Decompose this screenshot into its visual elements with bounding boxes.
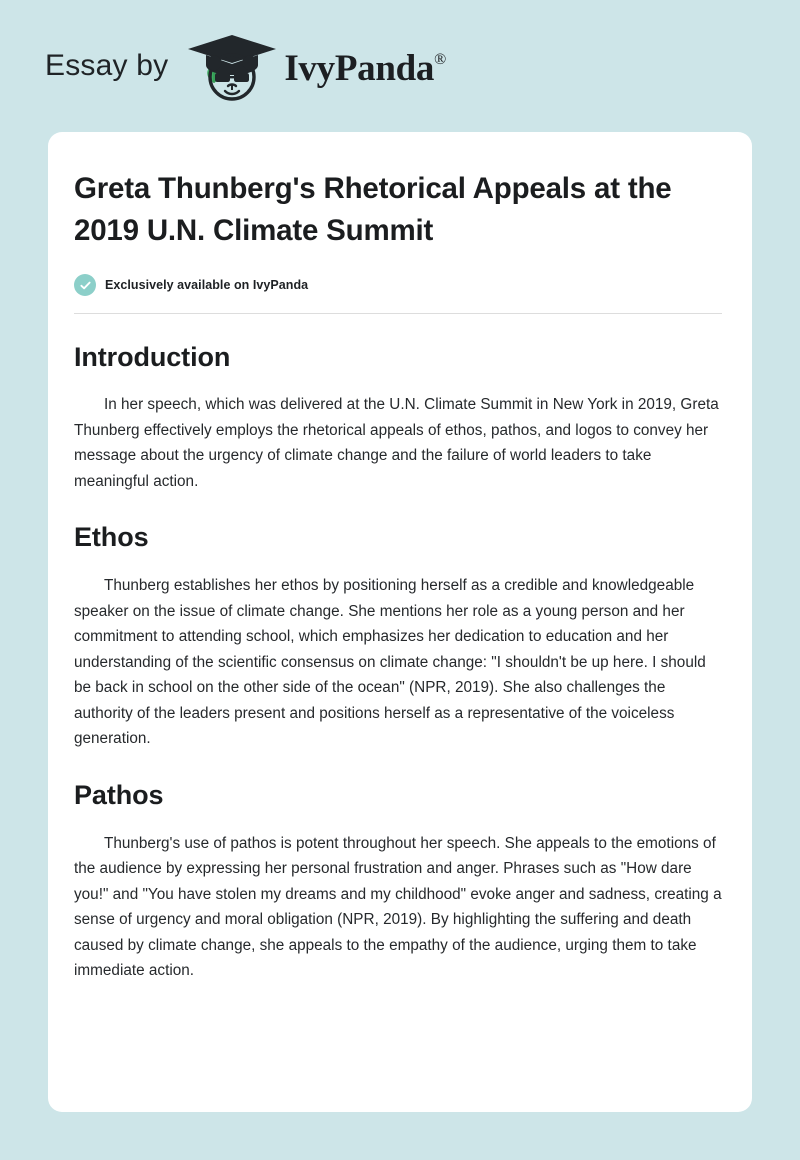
section-paragraph-ethos: Thunberg establishes her ethos by positioning herself as a credible and knowledgeable speaker on the issue of climate change. She mentions her role as a young person and her commitment to attending school, which emphasizes her dedication to education and her understanding of the scientific consensus on climate change: "I shouldn't be up here. I should be back in school on the other side of the ocean" (NPR, 2019). She also challenges the authority of the leaders present and positions herself as a representative of the voiceless generation. bbox=[74, 577, 706, 747]
section-paragraph-pathos: Thunberg's use of pathos is potent throughout her speech. She appeals to the emotions of the audience by expressing her personal frustration and anger. Phrases such as "How dare you!" and "You have stolen my dreams and my childhood" evoke anger and sadness, creating a sense of urgency and moral obligation (NPR, 2019). By highlighting the suffering and death caused by climate change, she appeals to the empathy of the audience, urging them to take immediate action. bbox=[74, 834, 722, 979]
section-heading-pathos: Pathos bbox=[74, 779, 164, 810]
ivypanda-logo[interactable] bbox=[184, 32, 446, 100]
brand-name-label bbox=[284, 47, 446, 89]
document-card bbox=[48, 132, 752, 1112]
section-paragraph-introduction: In her speech, which was delivered at the U.N. Climate Summit in New York in 2019, Greta Thunberg effectively employs the rhetorical appeals of ethos, pathos, and logos to convey her message about the urgency of climate change and the failure of world leaders to take meaningful action. bbox=[74, 396, 719, 490]
exclusivity-label: Exclusively available on IvyPanda bbox=[105, 277, 309, 292]
brand-prefix-label: Essay by bbox=[45, 49, 169, 82]
section-heading-introduction: Introduction bbox=[74, 342, 231, 372]
registered-mark: ® bbox=[434, 51, 446, 69]
title-divider bbox=[74, 313, 722, 314]
brand-name-text: IvyPanda bbox=[284, 47, 435, 89]
check-circle-icon bbox=[74, 274, 96, 296]
panda-graduate-icon bbox=[184, 33, 280, 101]
page-title: Greta Thunberg's Rhetorical Appeals at the 2019 U.N. Climate Summit bbox=[74, 172, 672, 247]
brand-header bbox=[0, 0, 800, 132]
section-heading-ethos: Ethos bbox=[74, 522, 149, 552]
exclusivity-badge bbox=[74, 274, 726, 296]
